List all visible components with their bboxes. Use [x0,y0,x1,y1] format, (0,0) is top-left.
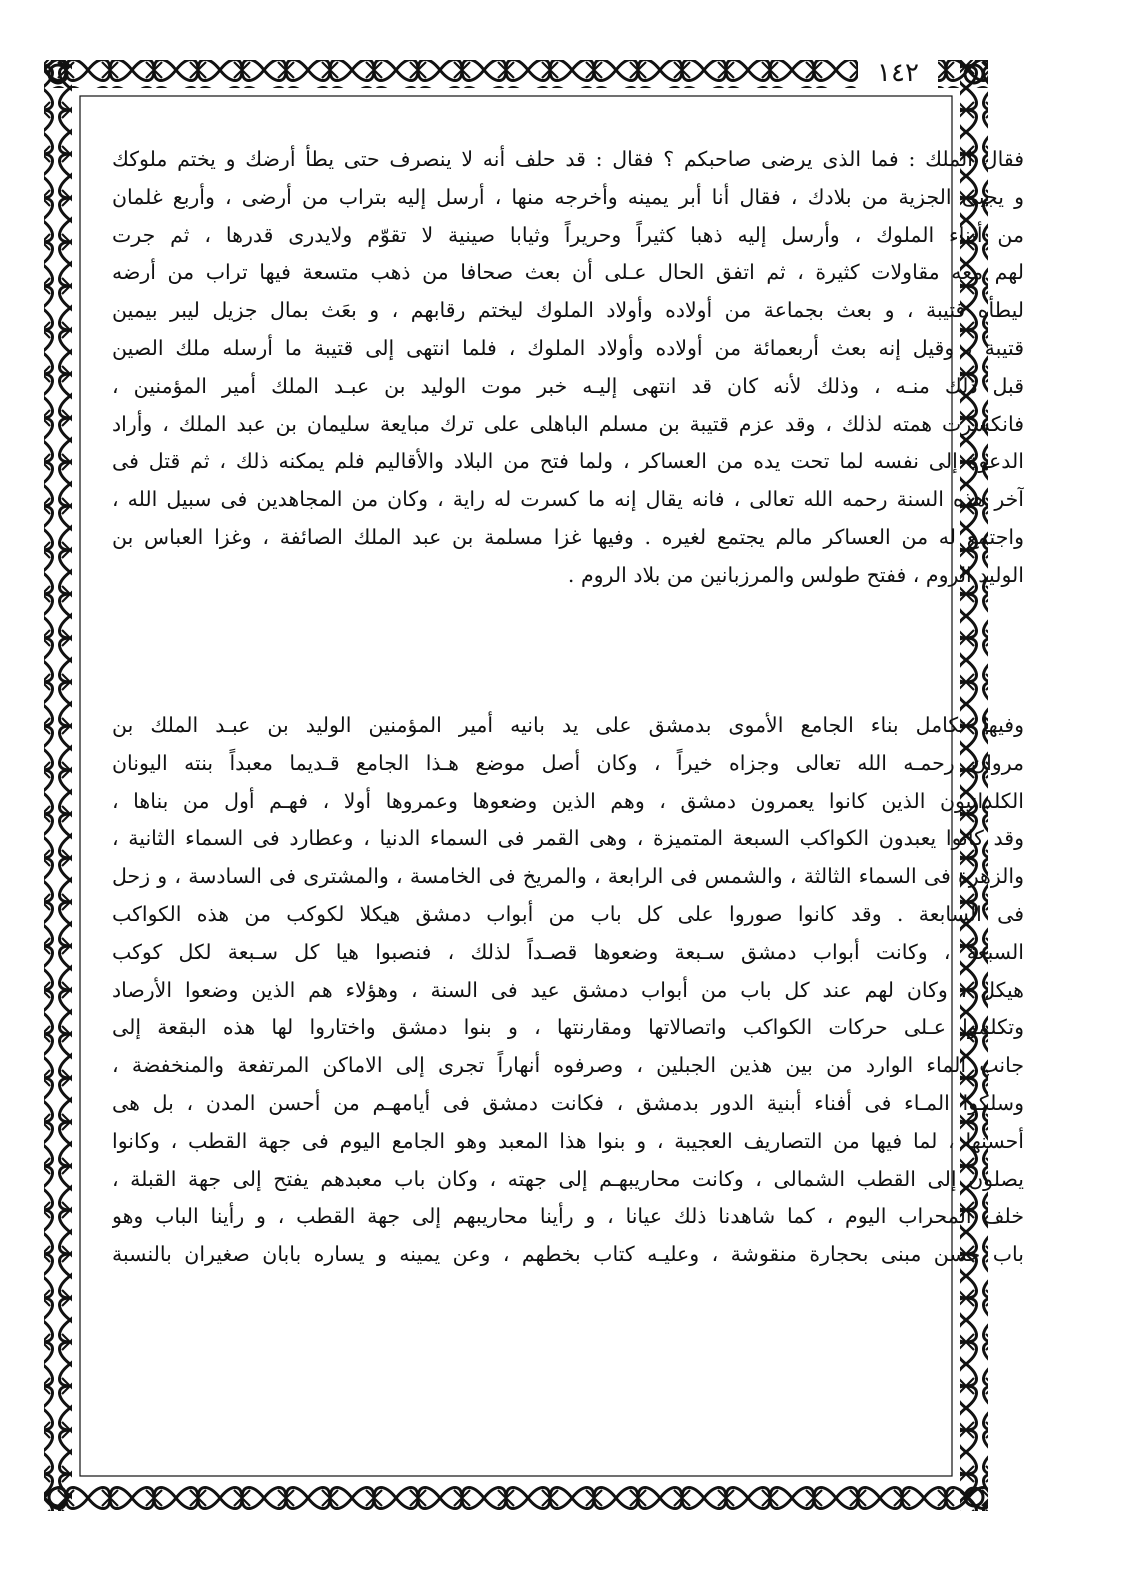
text-line: مروان رحمـه الله تعالى وجزاه خيراً ، وكان أصل موضع هـذا الجامع قـديما معبداً بنته اليونان [112,750,1024,775]
text-line: وتكلموا عـلى حركات الكواكب واتصالاتها ومقارنتها ، و بنوا دمشق واختاروا لها هذه البقعة إلى [112,1015,1024,1040]
text-line: و يجبى الجزية من بلادك ، فقال أنا أبر يمينه وأخرجه منها ، أرسل إليه بتراب من أرضى ، وأربع غلمان [112,184,1024,209]
text-line: لهم معه مقاولات كثيرة ، ثم اتفق الحال عـلى أن بعث صحافا من ذهب متسعة فيها تراب من أرضه [112,260,1024,285]
text-line: الوليد الروم ، ففتح طولس والمرزبانين من بلاد الروم . [567,562,1024,587]
text-line: من أبناء الملوك ، وأرسل إليه ذهبا كثيراً وحريراً وثيابا صينية لا تقوّم ولايدرى قدرها ، ثم جرت [112,222,1024,247]
text-line: الكلدانيون الذين كانوا يعمرون دمشق ، وهم الذين وضعوها وعمروها أولا ، فهـم أول من بناها ، [112,788,1024,813]
text-line: ليطأه قتيبة ، و بعث بجماعة من أولاده وأولاد الملوك ليختم رقابهم ، و بعَث بمال جزيل ليبر بيمين [112,298,1024,323]
text-line: أحسنها ، لما فيها من التصاريف العجيبة ، و بنوا هذا المعبد وهو الجامع اليوم فى جهة القطب ، وكانوا [112,1128,1024,1153]
text-line: خلف المحراب اليوم ، كما شاهدنا ذلك عيانا ، و رأينا محاريبهم إلى جهة القطب ، و رأينا الباب وهو [112,1204,1024,1229]
paragraph-1 [112,141,1024,595]
text-line: والزهرة فى السماء الثالثة ، والشمس فى الرابعة ، والمريخ فى الخامسة ، والمشترى فى السادسة ، و زحل [112,864,1024,889]
text-line: السبعة ، وكانت أبواب دمشق سـبعة وضعوها قصـداً لذلك ، فنصبوا هيا كل سـبعة لكل كوكب [112,939,1024,964]
text-line: فى السابعة . وقد كانوا صوروا على كل باب من أبواب دمشق هيكلا لكوكب من هذه الكواكب [112,901,1024,926]
text-line: آخر هذه السنة رحمه الله تعالى ، فانه يقال إنه ما كسرت له راية ، وكان من المجاهدين فى سبيل الله ، [112,487,1024,512]
text-line: وقد كانوا يعبدون الكواكب السبعة المتميزة ، وهى القمر فى السماء الدنيا ، وعطارد فى السماء الثانية ، [112,826,1024,851]
text-line: فقال الملك : فما الذى يرضى صاحبكم ؟ فقال : قد حلف أنه لا ينصرف حتى يطأ أرضك و يختم ملوكك [112,147,1024,171]
text-line: فانكسرت همته لذلك ، وقد عزم قتيبة بن مسلم الباهلى على ترك مبايعة سليمان بن عبد الملك ، وأراد [112,411,1024,436]
frame-top [44,60,988,88]
text-line: باب حسن مبنى بحجارة منقوشة ، وعليـه كتاب بخطهم ، وعن يمينه و يساره بابان صغيران بالنسبة [112,1242,1024,1267]
page-number: ١٤٢ [858,56,938,90]
text-line: وفيها تكامل بناء الجامع الأموى بدمشق على يد بانيه أمير المؤمنين الوليد بن عبـد الملك بن [112,713,1024,737]
frame-left [44,60,72,1511]
frame-bottom [44,1483,988,1511]
text-line: الدعوة إلى نفسه لما تحت يده من العساكر ، ولما فتح من البلاد والأقاليم فلم يمكنه ذلك ، ثم قتل فى [112,449,1024,474]
text-line: قبل ذلك منـه ، وذلك لأنه كان قد انتهى إليـه خبر موت الوليد بن عبـد الملك أمير المؤمنين ، [112,373,1024,398]
text-line: وسلكوا المـاء فى أفناء أبنية الدور بدمشق ، فكانت دمشق فى أيامهـم من أحسن المدن ، بل هى [112,1090,1024,1115]
text-line: قتيبة ، وقيل إنه بعث أربعمائة من أولاده وأولاد الملوك ، فلما انتهى إلى قتيبة ما أرسله ملك الصين [112,335,1024,360]
text-line: هيكل ، وكان لهم عند كل باب من أبواب دمشق عيد فى السنة ، وهؤلاء هم الذين وضعوا الأرصاد [112,977,1024,1002]
text-line: يصلون إلى القطب الشمالى ، وكانت محاريبهـم إلى جهته ، وكان باب معبدهم يفتح إلى جهة القبلة ، [112,1166,1024,1191]
text-line: واجتمع له من العساكر مالم يجتمع لغيره . وفيها غزا مسلمة بن عبد الملك الصائفة ، وغزا العباس بن [112,524,1024,549]
text-line: جانب الماء الوارد من بين هذين الجبلين ، وصرفوه أنهاراً تجرى إلى الاماكن المرتفعة والمنخفضة ، [112,1053,1024,1078]
paragraph-2 [112,707,1024,1274]
